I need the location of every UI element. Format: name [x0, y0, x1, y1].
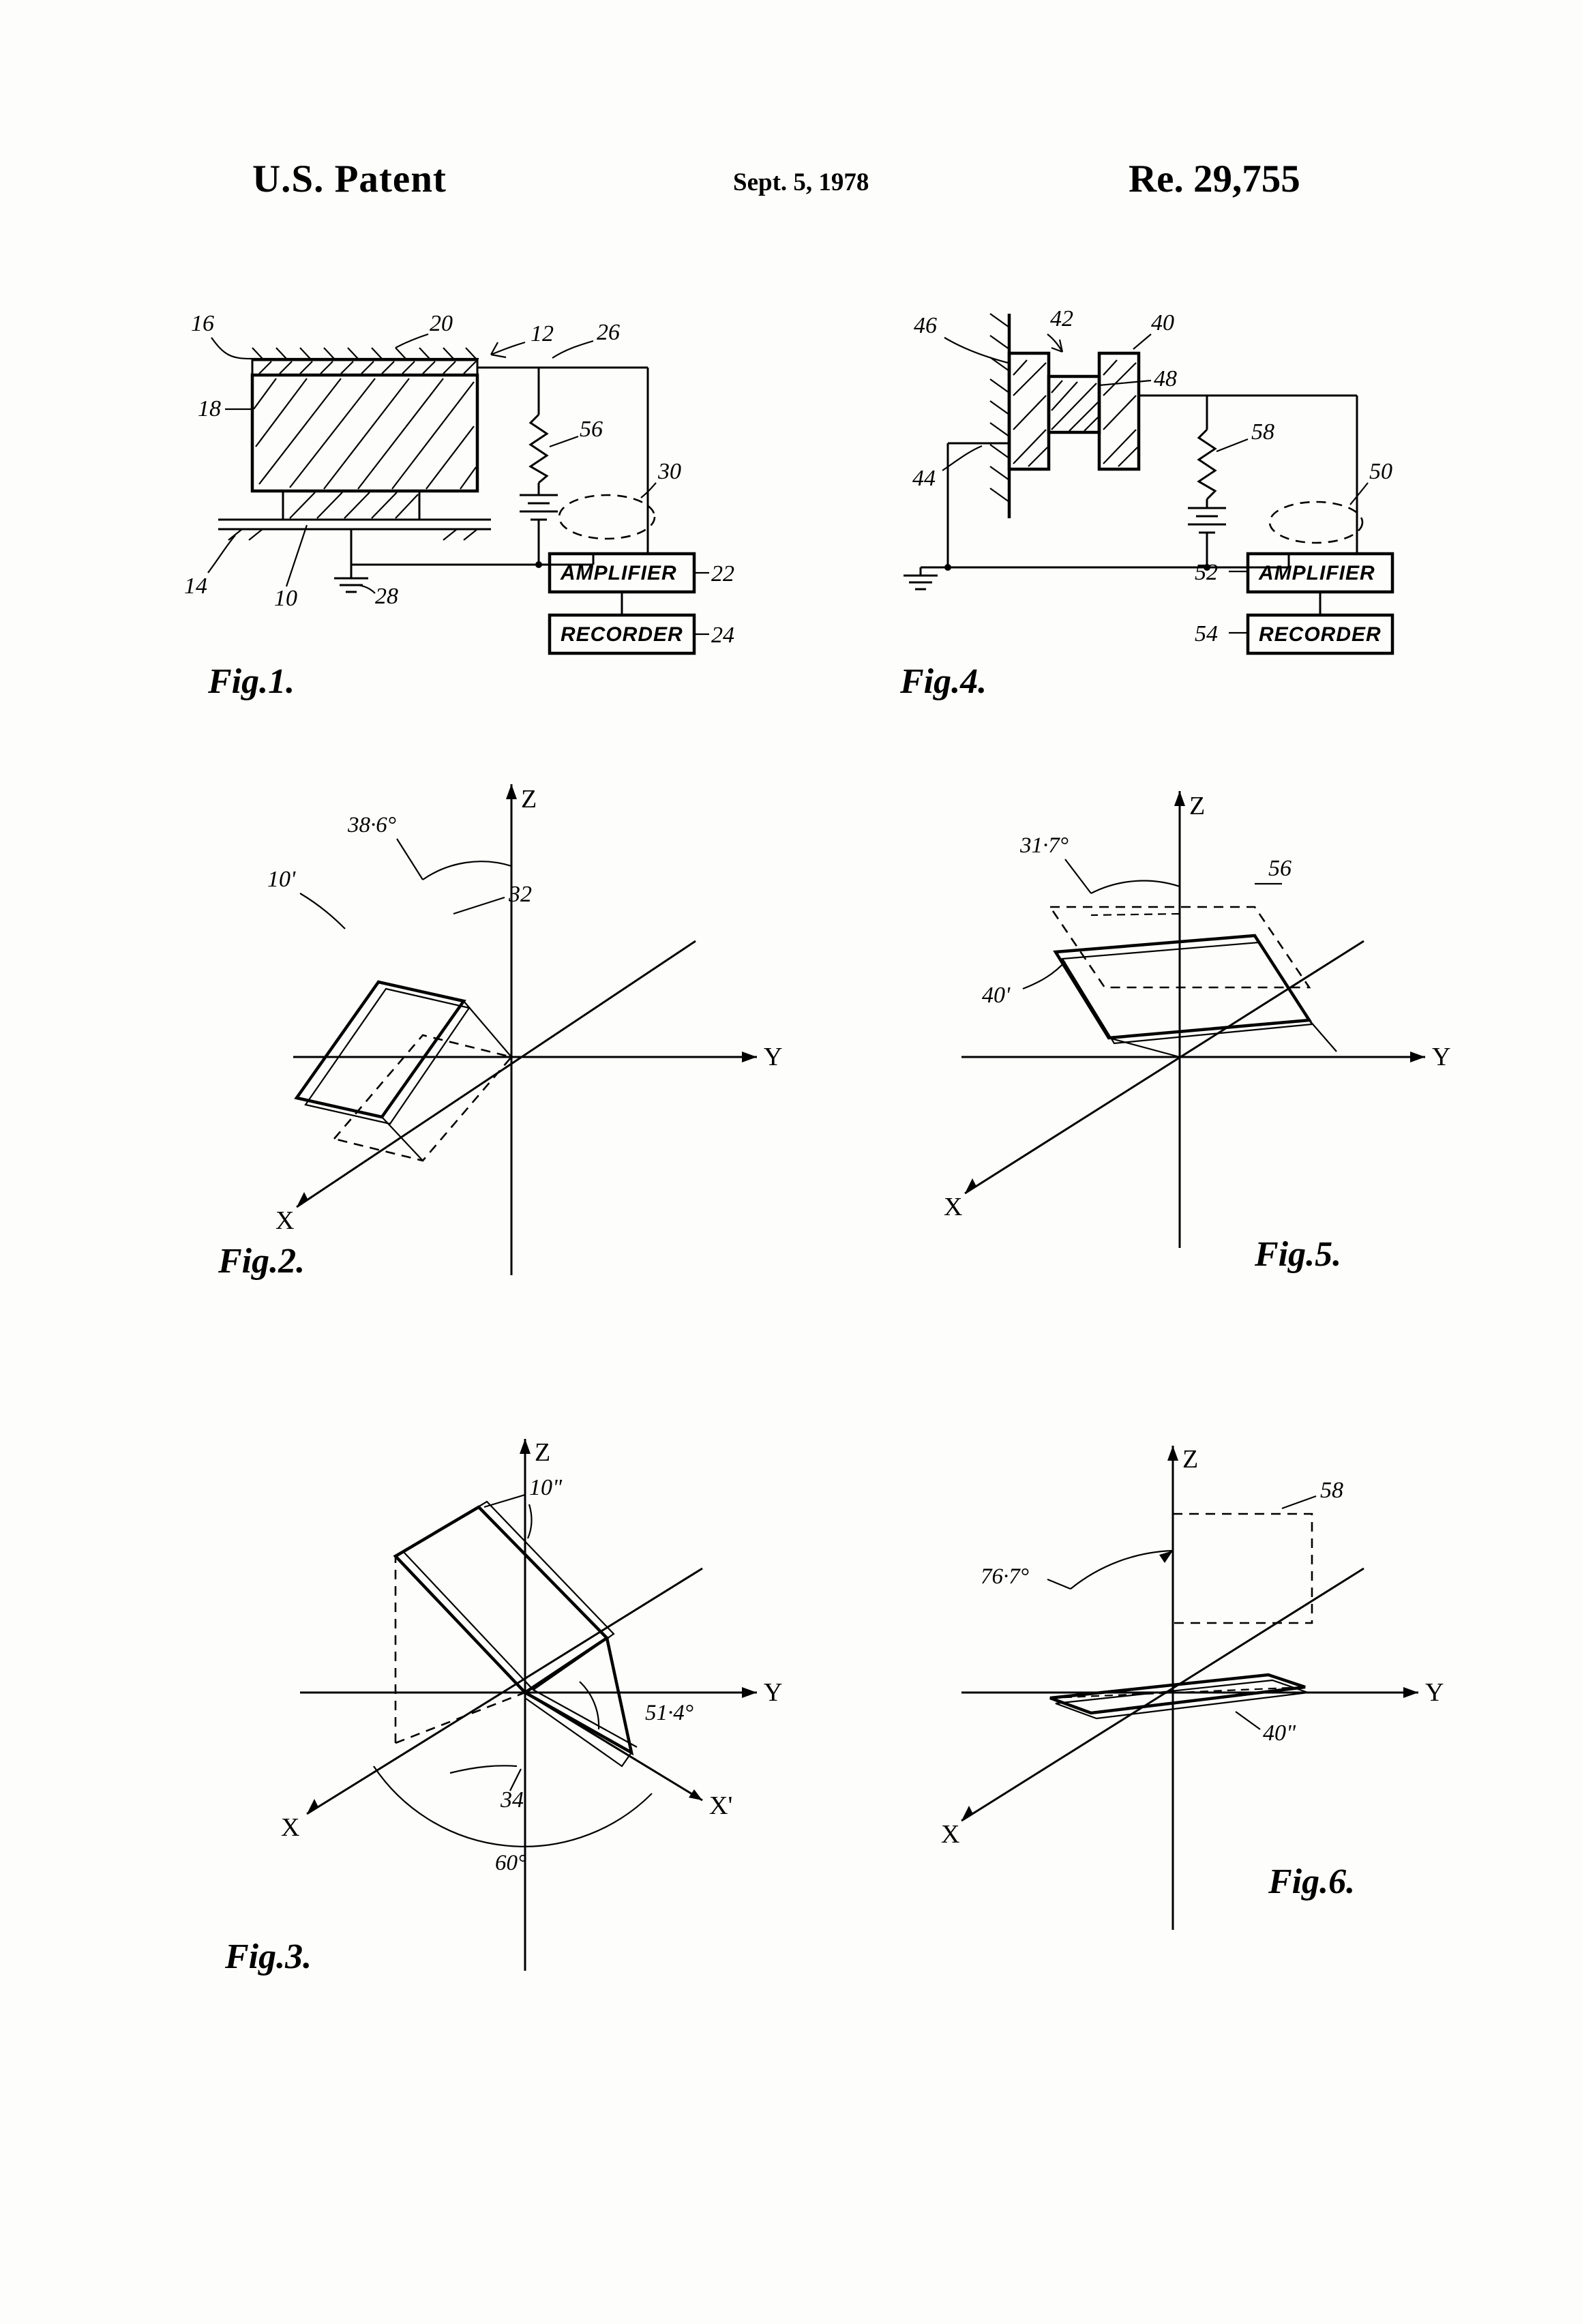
fig4-ref-58: 58 — [1251, 419, 1274, 445]
fig1-ref-28: 28 — [375, 584, 398, 609]
fig1-ref-30: 30 — [658, 459, 681, 484]
fig1-ref-26: 26 — [597, 320, 620, 345]
figure-3 — [225, 1412, 873, 2039]
figure-5-caption: Fig.5. — [1255, 1235, 1342, 1274]
fig1-ref-10: 10 — [274, 586, 297, 611]
fig4-ref-48: 48 — [1154, 366, 1177, 391]
fig4-ref-44: 44 — [912, 466, 936, 491]
fig6-axis-y: Y — [1425, 1678, 1444, 1707]
figure-4 — [880, 300, 1521, 736]
fig1-recorder-label: RECORDER — [561, 623, 683, 646]
fig3-angle-514: 51·4° — [645, 1701, 693, 1725]
fig4-recorder-label: RECORDER — [1259, 623, 1382, 646]
fig1-amplifier-label: AMPLIFIER — [561, 562, 677, 584]
patent-office-title: U.S. Patent — [252, 158, 447, 200]
figure-1 — [170, 300, 839, 736]
fig4-ref-54: 54 — [1195, 621, 1218, 646]
fig2-axis-x: X — [275, 1206, 295, 1235]
fig4-ref-40: 40 — [1151, 310, 1174, 336]
fig6-axis-z: Z — [1182, 1445, 1199, 1474]
fig3-ref-10dprime: 10" — [529, 1475, 563, 1500]
fig5-angle-label: 31·7° — [1020, 833, 1069, 858]
figure-6-caption: Fig.6. — [1268, 1862, 1356, 1901]
fig4-ref-50: 50 — [1369, 459, 1392, 484]
fig1-ref-18: 18 — [198, 396, 221, 421]
fig1-ref-24: 24 — [711, 623, 734, 648]
fig1-ref-16: 16 — [191, 311, 214, 336]
fig6-ref-58: 58 — [1320, 1478, 1343, 1503]
figure-3-caption: Fig.3. — [225, 1937, 312, 1976]
figure-1-caption: Fig.1. — [208, 662, 295, 701]
figure-2 — [218, 757, 846, 1350]
fig2-axis-y: Y — [764, 1043, 783, 1071]
fig5-ref-56: 56 — [1268, 856, 1292, 881]
fig3-axis-z: Z — [535, 1438, 551, 1467]
figure-5 — [886, 757, 1514, 1350]
fig5-axis-y: Y — [1432, 1043, 1451, 1071]
fig6-axis-x: X — [941, 1820, 960, 1849]
fig4-amplifier-label: AMPLIFIER — [1259, 562, 1375, 584]
page-header — [0, 157, 1582, 218]
figure-4-caption: Fig.4. — [900, 662, 987, 701]
patent-number: Re. 29,755 — [1129, 158, 1300, 200]
fig2-ref-10prime: 10' — [267, 867, 296, 892]
fig1-ref-14: 14 — [184, 573, 207, 599]
fig5-axis-x: X — [944, 1193, 963, 1221]
fig5-axis-z: Z — [1189, 792, 1206, 820]
patent-date: Sept. 5, 1978 — [733, 168, 869, 196]
fig2-ref-32: 32 — [509, 882, 532, 907]
figure-6 — [886, 1425, 1514, 2012]
fig3-axis-xprime: X' — [709, 1791, 733, 1820]
figure-2-caption: Fig.2. — [218, 1242, 305, 1281]
fig3-angle-60: 60° — [495, 1851, 527, 1875]
fig3-axis-x: X — [281, 1813, 300, 1842]
fig3-axis-y: Y — [764, 1678, 783, 1707]
fig4-ref-52: 52 — [1195, 560, 1218, 585]
fig4-ref-42: 42 — [1050, 306, 1073, 331]
fig6-angle-label: 76·7° — [981, 1564, 1029, 1589]
fig1-ref-56: 56 — [580, 417, 603, 442]
fig6-ref-40dprime: 40" — [1263, 1720, 1296, 1746]
fig2-axis-z: Z — [521, 785, 537, 814]
fig2-angle-label: 38·6° — [348, 813, 396, 837]
fig4-ref-46: 46 — [914, 313, 937, 338]
fig5-ref-40prime: 40' — [982, 983, 1011, 1008]
fig1-ref-22: 22 — [711, 561, 734, 586]
fig1-ref-12: 12 — [531, 321, 554, 346]
fig1-ref-20: 20 — [430, 311, 453, 336]
fig3-ref-34: 34 — [501, 1787, 524, 1813]
